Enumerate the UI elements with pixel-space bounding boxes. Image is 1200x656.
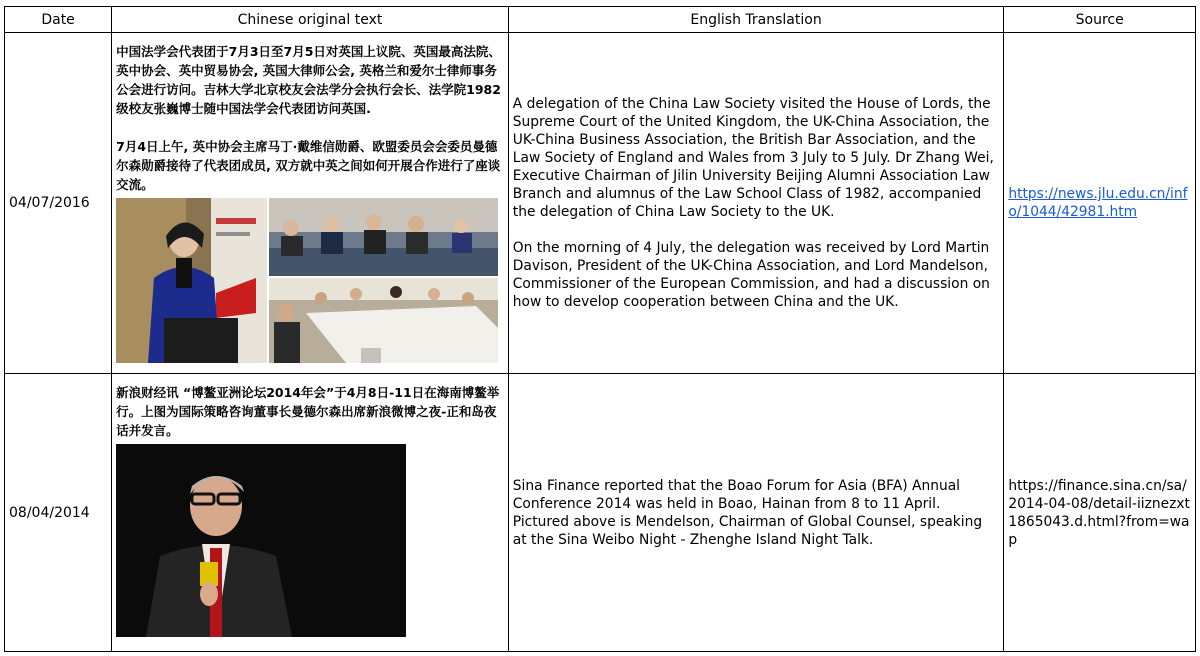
english-paragraph: A delegation of the China Law Society visited the House of Lords, the Supreme Court of the United Kingdom, the UK-China Association, the UK-China Business Association, the British Bar Association, and the Law Society of England and Wales from 3 July to 5 July. Dr Zhang Wei, Executive Chairman of Jilin University Beijing Alumni Association Law Branch and alumnus of the Law School Class of 1982, accompanied the delegation of China Law Society to the UK. [512, 96, 994, 220]
chinese-paragraph: 新浪财经讯 “博鳌亚洲论坛2014年会”于4月8日-11日在海南博鳌举行。上图为国际策略咨询董事长曼德尔森出席新浪微博之夜-正和岛夜话并发言。 [116, 384, 500, 438]
row-date: 04/07/2016 [5, 33, 112, 374]
header-row [5, 7, 1196, 33]
source-cell [1004, 33, 1196, 374]
chinese-paragraph: 7月4日上午, 英中协会主席马丁·戴维信勋爵、欧盟委员会会委员曼德尔森勋爵接待了代表团成员, 双方就中英之间如何开展合作进行了座谈交流。 [116, 138, 501, 192]
english-paragraph: Sina Finance reported that the Boao Forum for Asia (BFA) Annual Conference 2014 was held in Boao, Hainan from 8 to 11 April. Pictured above is Mendelson, Chairman of Global Counsel, speaking at the Sina Weibo Night - Zhenghe Island Night Talk. [512, 477, 983, 548]
english-text-cell [508, 374, 1004, 652]
english-paragraph: On the morning of 4 July, the delegation was received by Lord Martin Davison, President of the UK-China Association, and Lord Mandelson, Commissioner of the European Commission, and had a discussion on how to develop cooperation between China and the UK. [512, 240, 990, 310]
header-chinese: Chinese original text [112, 7, 509, 33]
source-link[interactable]: https://news.jlu.edu.cn/info/1044/42981.htm [1008, 186, 1188, 220]
header-english: English Translation [508, 7, 1004, 33]
panel-photo [269, 198, 498, 276]
table-row [5, 374, 1196, 652]
source-cell: https://finance.sina.cn/sa/2014-04-08/detail-iiznezxt1865043.d.html?from=wap [1004, 374, 1196, 652]
translation-table [4, 6, 1196, 652]
chinese-text-cell [112, 374, 509, 652]
table-row [5, 33, 1196, 374]
chinese-text-cell [112, 33, 509, 374]
meeting-photo [269, 278, 498, 363]
speaker-photo [116, 198, 267, 363]
delegation-photo-collage [116, 198, 498, 363]
header-source: Source [1004, 7, 1196, 33]
header-date: Date [5, 7, 112, 33]
english-text-cell [508, 33, 1004, 374]
row-date: 08/04/2014 [5, 374, 112, 652]
speaker-mic-photo [116, 444, 406, 637]
chinese-paragraph: 中国法学会代表团于7月3日至7月5日对英国上议院、英国最高法院、英中协会、英中贸易协会, 英国大律师公会, 英格兰和爱尔士律师事务公会进行访问。吉林大学北京校友会法学分会执行会长、法学院1982级校友张巍博士随中国法学会代表团访问英国. [116, 43, 501, 116]
